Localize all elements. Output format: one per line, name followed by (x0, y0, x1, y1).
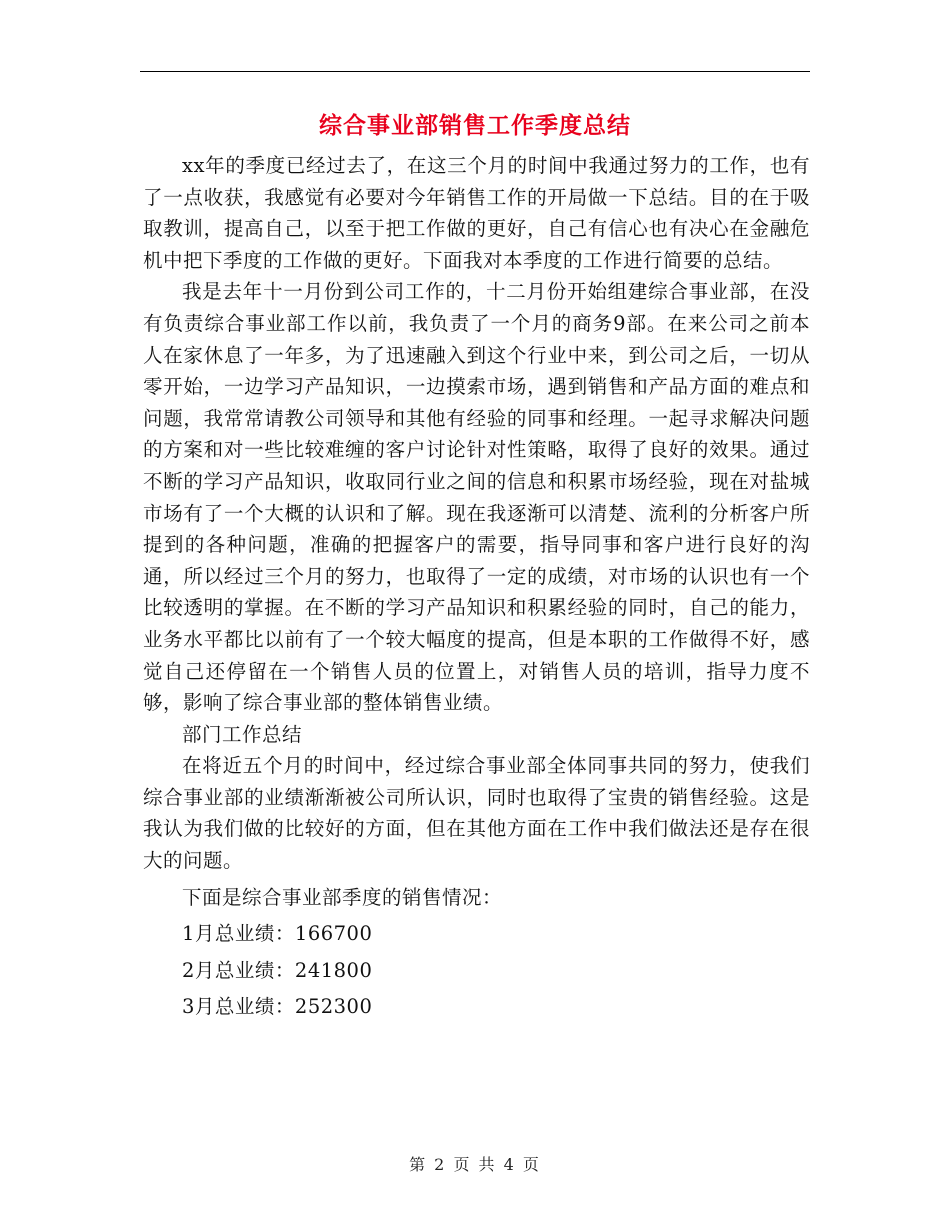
sales-line-february: 2月总业绩：241800 (182, 958, 373, 982)
sales-line-january: 1月总业绩：166700 (182, 922, 373, 946)
sales-line-march: 3月总业绩：252300 (182, 995, 373, 1019)
section-heading-department: 部门工作总结 (182, 722, 303, 746)
page-number-footer: 第 2 页 共 4 页 (409, 1155, 541, 1174)
department-paragraph: 在将近五个月的时间中，经过综合事业部全体同事共同的努力，使我们综合事业部的业绩渐渐被公司所认识，同时也取得了宝贵的销售经验。这是我认为我们做的比较好的方面，但在其他方面在工作中我们做法还是存在很大的问题。 (143, 754, 810, 873)
document-body (143, 150, 810, 1023)
experience-paragraph: 我是去年十一月份到公司工作的，十二月份开始组建综合事业部，在没有负责综合事业部工作以前，我负责了一个月的商务9部。在来公司之前本人在家休息了一年多，为了迅速融入到这个行业中来，到公司之后，一切从零开始，一边学习产品知识，一边摸索市场，遇到销售和产品方面的难点和问题，我常常请教公司领导和其他有经验的同事和经理。一起寻求解决问题的方案和对一些比较难缠的客户讨论针对性策略，取得了良好的效果。通过不断的学习产品知识，收取同行业之间的信息和积累市场经验，现在对盐城市场有了一个大概的认识和了解。现在我逐渐可以清楚、流利的分析客户所提到的各种问题，准确的把握客户的需要，指导同事和客户进行良好的沟通，所以经过三个月的努力，也取得了一定的成绩，对市场的认识也有一个比较透明的掌握。在不断的学习产品知识和积累经验的同时，自己的能力，业务水平都比以前有了一个较大幅度的提高，但是本职的工作做得不好，感觉自己还停留在一个销售人员的位置上，对销售人员的培训，指导力度不够，影响了综合事业部的整体销售业绩。 (143, 280, 810, 715)
sales-intro-line: 下面是综合事业部季度的销售情况： (182, 885, 503, 909)
header-rule (140, 71, 810, 72)
intro-paragraph: xx年的季度已经过去了，在这三个月的时间中我通过努力的工作，也有了一点收获，我感觉有必要对今年销售工作的开局做一下总结。目的在于吸取教训，提高自己，以至于把工作做的更好，自己有信心也有决心在金融危机中把下季度的工作做的更好。下面我对本季度的工作进行简要的总结。 (143, 154, 810, 272)
document-title: 综合事业部销售工作季度总结 (319, 112, 631, 139)
